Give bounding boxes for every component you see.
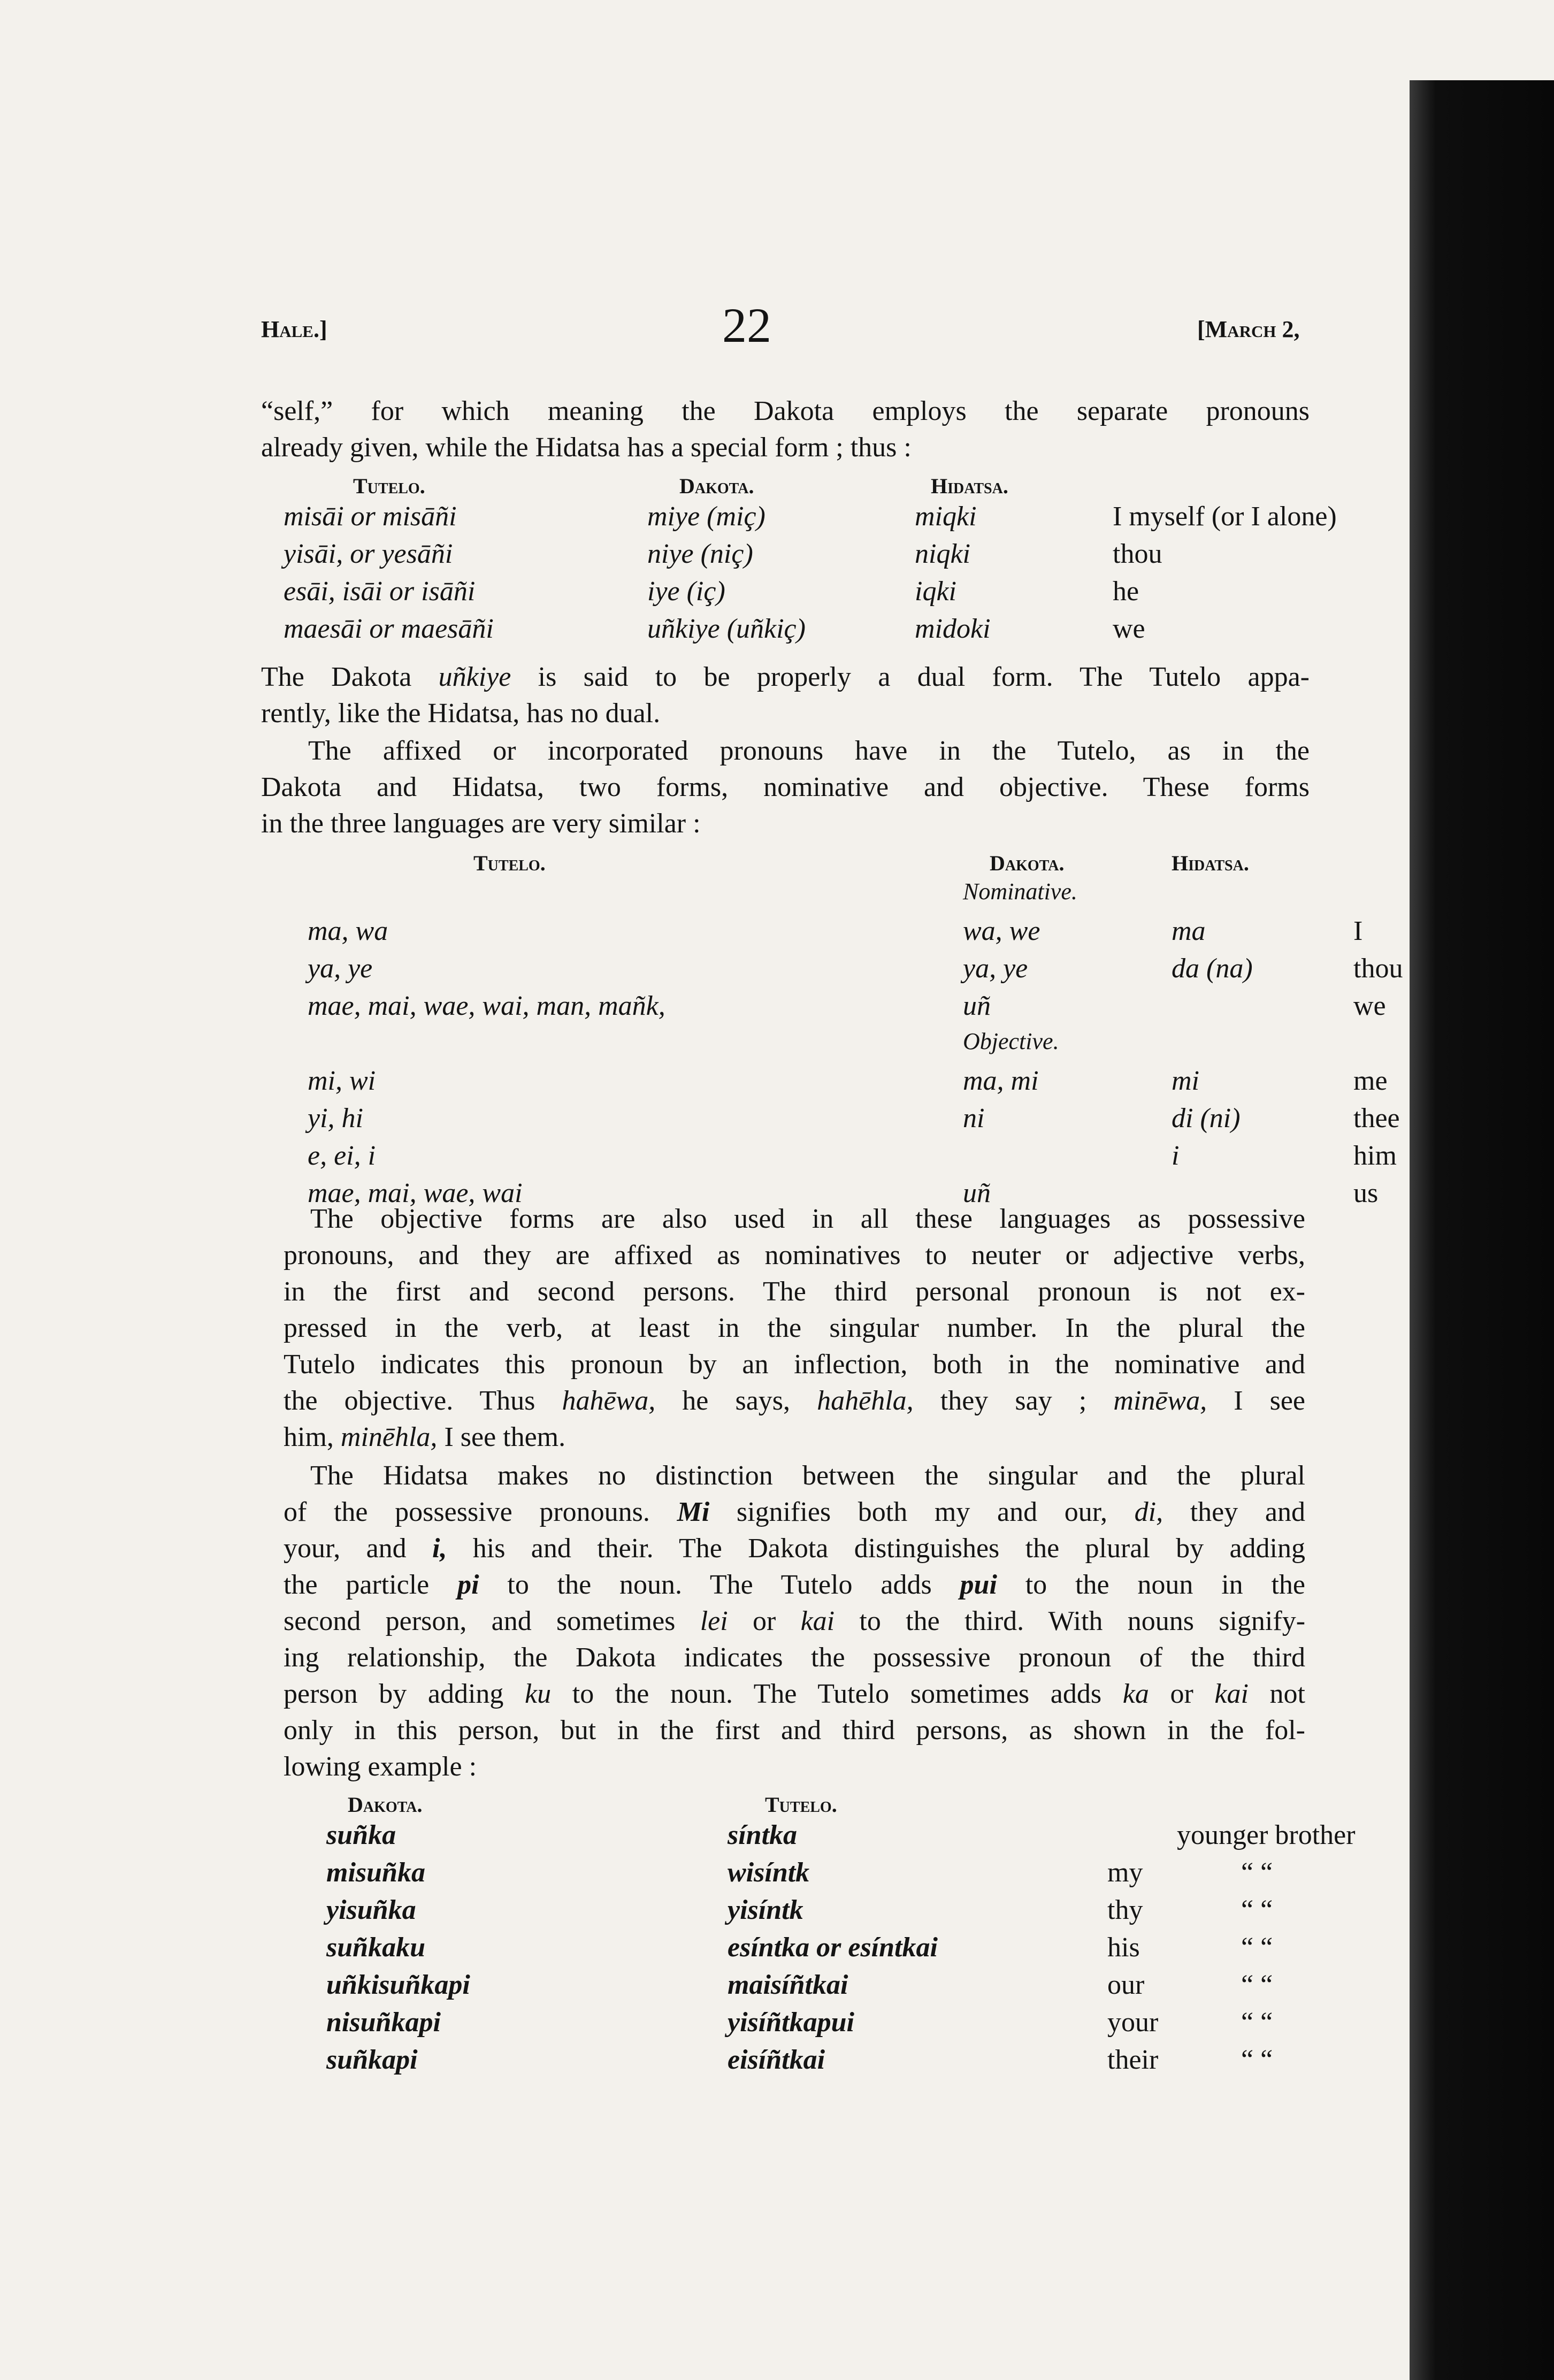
tutelo-cell: maesāi or maesāñi [284, 614, 494, 644]
table-row [326, 1857, 1402, 1894]
text-run: is said to be properly a dual form. The Tutelo appa- [511, 662, 1310, 692]
column-header-tutelo: Tutelo. [353, 473, 425, 498]
nominative-label: Nominative. [963, 878, 1077, 905]
tutelo-cell: yisíñtkapui [728, 2007, 854, 2038]
tutelo-cell: mi, wi [308, 1066, 376, 1096]
text-run: they and [1163, 1497, 1305, 1527]
text-line: Tutelo indicates this pronoun by an inflection, both in the nominative and [284, 1349, 1305, 1380]
gloss-word: your [1107, 2007, 1159, 2038]
table-row [308, 1065, 1487, 1103]
table-younger-brother [326, 1789, 1402, 2081]
gloss-word: thy [1107, 1895, 1143, 1925]
gloss-word: our [1107, 1970, 1145, 2000]
tutelo-cell: yisíntk [728, 1895, 803, 1925]
text-line: The affixed or incorporated pronouns have in the Tutelo, as in the [308, 736, 1310, 766]
hidatsa-cell: midoki [915, 614, 991, 644]
text-run: your, and [284, 1533, 432, 1564]
tutelo-cell: mae, mai, wae, wai, man, mañk, [308, 991, 665, 1021]
text-run: to the noun. The Tutelo sometimes adds [551, 1679, 1123, 1709]
gloss-cell: we [1113, 614, 1145, 644]
dakota-cell: wa, we [963, 916, 1040, 946]
text-line [284, 1676, 1305, 1712]
term-italic: minēwa, [1113, 1386, 1207, 1416]
column-header-dakota: Dakota. [679, 473, 754, 498]
text-run: The Dakota [261, 662, 439, 692]
table-row [308, 953, 1487, 990]
dakota-cell: suñkaku [326, 1932, 425, 1963]
text-run: they say ; [913, 1386, 1114, 1416]
ditto-marks: “ “ [1241, 2045, 1273, 2075]
gloss-cell: thou [1113, 539, 1162, 569]
column-header-tutelo: Tutelo. [473, 851, 546, 875]
dakota-cell: iye (iç) [647, 576, 725, 607]
text-line: in the three languages are very similar : [261, 808, 701, 839]
gloss-cell: thee [1353, 1103, 1400, 1134]
text-run: to the noun in the [997, 1570, 1306, 1600]
term-italic: di, [1134, 1497, 1163, 1527]
term-italic: minēhla, [340, 1422, 438, 1452]
tutelo-cell: e, ei, i [308, 1141, 376, 1171]
text-line: ing relationship, the Dakota indicates the possessive pronoun of the third [284, 1642, 1305, 1673]
text-line: Dakota and Hidatsa, two forms, nominative and objective. These forms [261, 772, 1310, 802]
ditto-marks: “ “ [1241, 1857, 1273, 1888]
gloss-cell: I [1353, 916, 1363, 946]
text-line: pressed in the verb, at least in the singular number. In the plural the [284, 1313, 1305, 1343]
table-header-row [308, 848, 1487, 878]
text-line: rently, like the Hidatsa, has no dual. [261, 698, 661, 729]
dakota-cell: uñ [963, 1178, 991, 1208]
table-row [326, 2007, 1402, 2044]
tutelo-cell: síntka [728, 1820, 798, 1850]
text-line: lowing example : [284, 1751, 477, 1782]
table-row [326, 1969, 1402, 2007]
dakota-cell: uñkisuñkapi [326, 1970, 470, 2000]
section-row [308, 878, 1487, 915]
hidatsa-cell: di (ni) [1172, 1103, 1241, 1134]
gloss-cell [1107, 2044, 1402, 2081]
gloss-cell [1107, 1857, 1402, 1894]
text-line: The Hidatsa makes no distinction between the singular and the plural [310, 1460, 1305, 1491]
dakota-cell: suñkapi [326, 2045, 418, 2075]
text-run: or [1149, 1679, 1215, 1709]
dakota-cell: nisuñkapi [326, 2007, 441, 2038]
tutelo-cell: ma, wa [308, 916, 388, 946]
text-run: his and their. The Dakota distinguishes the plural by adding [447, 1533, 1305, 1564]
gloss-cell [1107, 2007, 1402, 2044]
column-header-dakota: Dakota. [348, 1792, 423, 1817]
text-line: The objective forms are also used in all these languages as possessive [310, 1204, 1305, 1234]
paragraph-objective-forms [284, 1201, 1305, 1456]
dakota-cell: miye (miç) [647, 501, 765, 532]
text-run: I see [1207, 1386, 1306, 1416]
paragraph-dual [261, 659, 1310, 732]
tutelo-cell: ya, ye [308, 953, 373, 984]
dakota-cell [963, 1140, 1172, 1177]
text-run: he says, [655, 1386, 817, 1416]
term-italic: ka [1122, 1679, 1149, 1709]
term-italic: kai [800, 1606, 835, 1636]
gloss-cell: we [1353, 991, 1386, 1021]
hidatsa-cell: mi [1172, 1066, 1199, 1096]
ditto-marks: “ “ [1241, 1932, 1273, 1963]
table-row [308, 1103, 1487, 1140]
text-line: already given, while the Hidatsa has a special form ; thus : [261, 432, 912, 463]
term-italic: uñkiye [438, 662, 511, 692]
text-run: the particle [284, 1570, 458, 1600]
table-header-row [284, 471, 1434, 501]
text-run: person by adding [284, 1679, 525, 1709]
term-italic: pui [960, 1570, 997, 1600]
paragraph-hidatsa-possessive [284, 1458, 1305, 1785]
section-row [308, 1028, 1487, 1065]
gloss-header: younger brother [1177, 1820, 1356, 1850]
objective-label: Objective. [963, 1028, 1059, 1054]
hidatsa-cell: miqki [915, 501, 977, 532]
text-line [284, 1567, 1305, 1603]
table-row [326, 1819, 1402, 1857]
table-row [284, 501, 1434, 538]
tutelo-cell: esāi, isāi or isāñi [284, 576, 476, 607]
dakota-cell: misuñka [326, 1857, 425, 1888]
hidatsa-cell: iqki [915, 576, 956, 607]
gloss-word: their [1107, 2045, 1159, 2075]
column-header-hidatsa: Hidatsa. [1172, 851, 1249, 875]
gloss-cell: us [1353, 1178, 1379, 1208]
ditto-marks: “ “ [1241, 1970, 1273, 2000]
hidatsa-cell: ma [1172, 916, 1206, 946]
text-line [284, 1383, 1305, 1419]
table-affixed-pronouns [308, 848, 1487, 1215]
dakota-cell: ni [963, 1103, 985, 1134]
text-line: “self,” for which meaning the Dakota employs the separate pronouns [261, 396, 1310, 426]
tutelo-cell: mae, mai, wae, wai [308, 1178, 523, 1208]
text-line: only in this person, but in the first and third persons, as shown in the fol- [284, 1715, 1305, 1746]
column-header-hidatsa: Hidatsa. [931, 473, 1008, 498]
text-line [284, 1603, 1305, 1640]
table-row [284, 613, 1434, 651]
term-italic: hahēwa, [562, 1386, 656, 1416]
text-run: to the noun. The Tutelo adds [479, 1570, 960, 1600]
table-row [326, 1894, 1402, 1932]
running-head-left: Hale.] [261, 316, 327, 342]
page-number: 22 [722, 298, 771, 353]
text-run: I see them. [437, 1422, 566, 1452]
gloss-cell [1107, 1894, 1402, 1932]
gloss-cell: me [1353, 1066, 1388, 1096]
dakota-cell: yisuñka [326, 1895, 416, 1925]
dakota-cell: ma, mi [963, 1066, 1039, 1096]
column-header-dakota: Dakota. [990, 851, 1065, 875]
gloss-cell: him [1353, 1141, 1397, 1171]
text-run: or [728, 1606, 801, 1636]
gloss-cell: I myself (or I alone) [1113, 501, 1337, 532]
table-row [308, 1140, 1487, 1177]
gloss-cell: thou [1353, 953, 1403, 984]
ditto-marks: “ “ [1241, 1895, 1273, 1925]
text-run: not [1248, 1679, 1306, 1709]
text-run: of the possessive pronouns. [284, 1497, 677, 1527]
hidatsa-cell [1172, 990, 1353, 1028]
gloss-cell: he [1113, 576, 1139, 607]
term-italic: lei [700, 1606, 728, 1636]
term-italic: kai [1214, 1679, 1249, 1709]
paragraph-affixed [261, 733, 1310, 842]
table-row [326, 1932, 1402, 1969]
ditto-marks: “ “ [1241, 2007, 1273, 2038]
text-line: pronouns, and they are affixed as nominatives to neuter or adjective verbs, [284, 1240, 1305, 1271]
tutelo-cell: yi, hi [308, 1103, 363, 1134]
text-run: him, [284, 1422, 341, 1452]
tutelo-cell: misāi or misāñi [284, 501, 457, 532]
term-italic: ku [525, 1679, 552, 1709]
hidatsa-cell: niqki [915, 539, 970, 569]
paragraph-self [261, 393, 1310, 466]
dakota-cell: suñka [326, 1820, 396, 1850]
tutelo-cell: yisāi, or yesāñi [284, 539, 453, 569]
hidatsa-cell: da (na) [1172, 953, 1253, 984]
table-self-pronouns [284, 471, 1434, 651]
table-row [284, 576, 1434, 613]
hidatsa-cell: i [1172, 1141, 1180, 1171]
table-row [326, 2044, 1402, 2081]
term-italic: i, [432, 1533, 447, 1564]
table-row [284, 538, 1434, 576]
term-italic: Mi [677, 1497, 710, 1527]
gloss-word: his [1107, 1932, 1140, 1963]
gloss-word: my [1107, 1857, 1143, 1888]
text-line: in the first and second persons. The third personal pronoun is not ex- [284, 1276, 1305, 1307]
dakota-cell: niye (niç) [647, 539, 753, 569]
term-italic: hahēhla, [817, 1386, 914, 1416]
table-row [308, 990, 1487, 1028]
table-row [308, 915, 1487, 953]
table-header-row [326, 1789, 1402, 1819]
column-header-tutelo: Tutelo. [765, 1792, 837, 1817]
text-run: to the third. With nouns signify- [835, 1606, 1306, 1636]
tutelo-cell: maisíñtkai [728, 1970, 848, 2000]
text-line [261, 659, 1310, 695]
gloss-cell [1107, 1969, 1402, 2007]
running-head-right: [March 2, [1197, 316, 1300, 342]
text-run: signifies both my and our, [709, 1497, 1135, 1527]
book-binding-edge [1410, 80, 1554, 2380]
tutelo-form: esíntka or esíntkai [728, 1932, 938, 1963]
text-line [284, 1419, 1305, 1456]
gloss-cell [1107, 1932, 1402, 1969]
term-italic: pi [457, 1570, 479, 1600]
dakota-cell: ya, ye [963, 953, 1028, 984]
dakota-cell: uñ [963, 991, 991, 1021]
text-run: second person, and sometimes [284, 1606, 700, 1636]
text-line [284, 1494, 1305, 1530]
text-run: the objective. Thus [284, 1386, 562, 1416]
dakota-cell: uñkiye (uñkiç) [647, 614, 806, 644]
tutelo-cell: eisíñtkai [728, 2045, 825, 2075]
tutelo-cell: wisíntk [728, 1857, 810, 1888]
tutelo-cell [728, 1932, 1107, 1969]
text-line [284, 1530, 1305, 1567]
